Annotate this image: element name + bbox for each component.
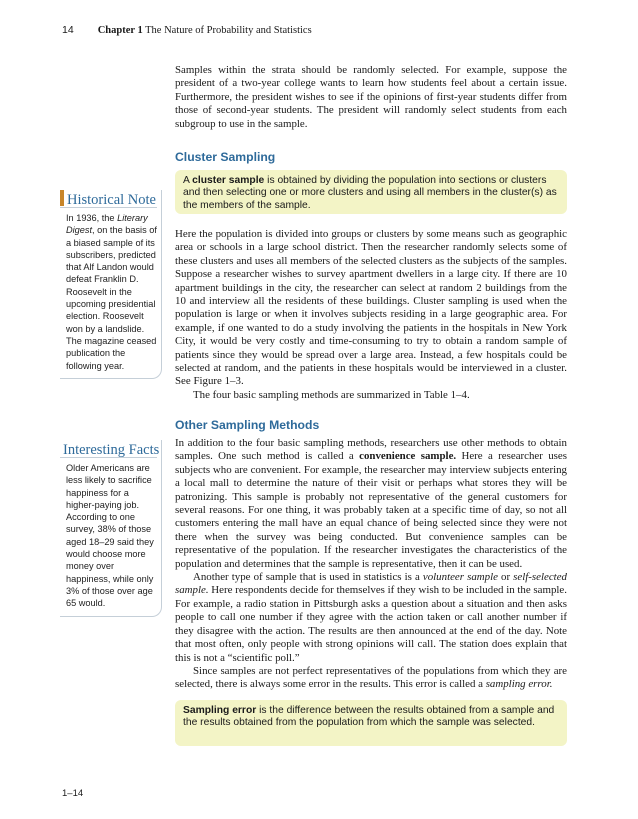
cluster-body	[175, 228, 567, 402]
sampling-error-text: Since samples are not perfect representatives of the populations from which they are selected, there is always some error in the results. This error is called a	[175, 664, 567, 691]
convenience-text-end: Here a researcher uses subjects who are convenient. For example, the researcher may interview subjects entering a local mall to determine the nature of their visit or perhaps what stores they will be patronizing. This sample is probably not representative of the general customers for several reasons. For one thing, it was probably taken at a specific time of day, so not all customers entering the mall have an equal chance of being selected since they were not there when the survey was being conducted. But convenience samples can be representative of the population. If the researcher investigates the characteristics of the population and determines that the sample is representative, then it can be used.	[175, 450, 567, 570]
chapter-heading	[98, 25, 312, 36]
sampling-error-definition-box	[175, 700, 567, 746]
cluster-definition-box	[175, 170, 567, 214]
convenience-term: convenience sample.	[359, 450, 457, 463]
sampling-error-def-text: is the difference between the results obtained from a sample and the results obtained from the population from which the sample was selected.	[183, 705, 555, 729]
interesting-facts-title	[60, 440, 160, 458]
summary-paragraph: The four basic sampling methods are summarized in Table 1–4.	[193, 388, 470, 401]
volunteer-paragraph	[175, 571, 567, 665]
running-header	[62, 24, 582, 40]
historical-note-title-text: Historical Note	[67, 191, 156, 208]
volunteer-text-start: Another type of sample that is used in statistics is a	[193, 571, 423, 584]
other-sampling-heading: Other Sampling Methods	[175, 418, 320, 432]
historical-note-italic: Literary Digest	[66, 213, 148, 236]
historical-note-text-a: In 1936, the	[66, 213, 118, 223]
interesting-facts	[60, 440, 162, 617]
self-selected-term: self-selected sample.	[175, 571, 567, 597]
definition-text: is obtained by dividing the population into sections or clusters and then selecting one or more clusters and using all members in the cluster(s) as the members of the sample.	[183, 175, 557, 211]
volunteer-text-end: Here respondents decide for themselves if they wish to be included in the sample. For example, a radio station in Pittsburgh asks a question about a situation and then asks people to call one number if they agree with the action taken or call another number if they disagree with the action. The results are then announced at the end of the day. Note that most often, only people with strong opinions will call. The station does explain that this is not a “scientific poll.”	[175, 584, 567, 664]
historical-note	[60, 190, 162, 379]
sampling-error-paragraph	[175, 665, 567, 692]
other-sampling-body	[175, 437, 567, 692]
convenience-paragraph	[175, 437, 567, 571]
chapter-label: Chapter 1	[97, 25, 143, 36]
sampling-error-def-term: Sampling error	[183, 705, 257, 716]
page-number: 14	[62, 24, 74, 36]
definition-term: cluster sample	[192, 175, 265, 186]
historical-note-title	[60, 190, 157, 208]
intro-paragraph: Samples within the strata should be randomly selected. For example, suppose the president of a two-year college wants to learn how students feel about a certain issue. Furthermore, the president wishes to see if the opinions of first-year students differ from those of second-year students. The president will randomly select students from each subgroup to use in the sample.	[175, 64, 567, 130]
historical-note-text-b: , on the basis of a biased sample of its subscribers, predicted that Alf Landon would defeat Franklin D. Roosevelt in the upcoming presidential election. Roosevelt won by a landslide. The magazine ceased publication the following year.	[66, 225, 157, 371]
historical-note-text	[66, 212, 157, 372]
cluster-sampling-heading: Cluster Sampling	[175, 150, 276, 164]
interesting-facts-title-b: Facts	[128, 441, 160, 458]
intro-block	[175, 64, 567, 131]
accent-bar	[60, 190, 64, 206]
volunteer-term: volunteer sample	[422, 571, 498, 584]
page-footer: 1–14	[62, 788, 84, 799]
volunteer-or: or	[497, 571, 514, 584]
cluster-paragraph: Here the population is divided into groups or clusters by some means such as geographic area or schools in a large school district. Then the researcher randomly selects some of these clusters and uses all members of the selected clusters as the subjects of the samples. Suppose a researcher wishes to survey apartment dwellers in a large city. If there are 10 apartment buildings in the city, the researcher can select at random 2 buildings from the 10 and interview all the residents of these buildings. Cluster sampling is used when the population is large or when it involves subjects residing in a large geographic area. For example, if one wanted to do a study involving the patients in the hospitals in New York City, it would be very costly and time-consuming to try to obtain a random sample of patients since they would be spread over a large area. Instead, a few hospitals could be selected at random, and the patients in these hospitals would be interviewed in a cluster. See Figure 1–3.	[175, 228, 567, 388]
chapter-title: The Nature of Probability and Statistics	[145, 25, 312, 36]
definition-prefix: A	[183, 175, 193, 186]
convenience-text-start: In addition to the four basic sampling methods, researchers use other methods to obtain samples. One such method is called a	[175, 437, 567, 463]
sampling-error-term: sampling error.	[485, 678, 553, 691]
interesting-facts-title-a: Interesting	[63, 441, 126, 458]
interesting-facts-text: Older Americans are less likely to sacrifice happiness for a higher-paying job. According to one survey, 38% of those aged 18–29 said they would choose more money over happiness, while only 3% of those over age 65 would.	[66, 463, 154, 609]
